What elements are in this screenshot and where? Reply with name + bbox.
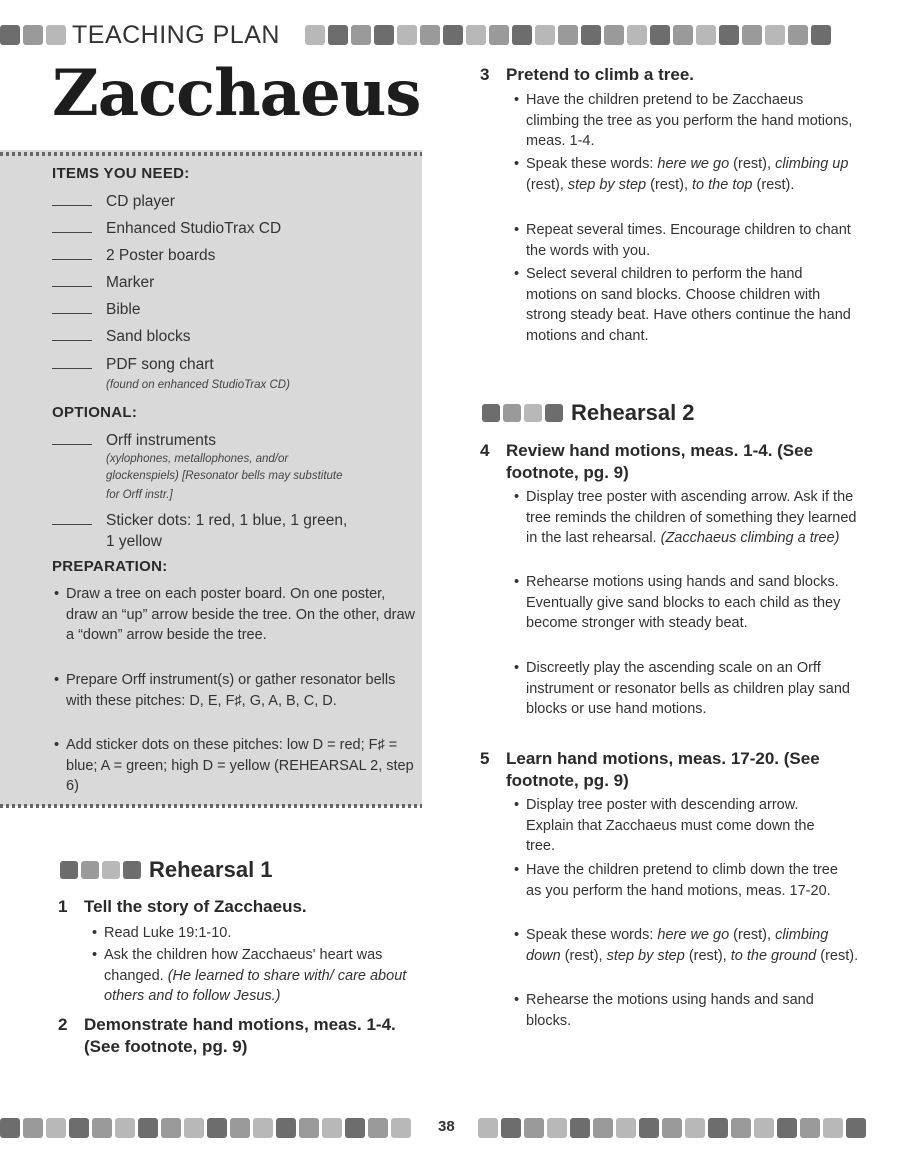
step-bullet: • Speak these words: here we go (rest), climbing up (rest), step by step (rest), to the top (rest). [512,154,856,195]
step-bullet: • Have the children pretend to climb down the tree as you perform the hand motions, meas. 17-20. [512,860,846,901]
rehearsal-title: Rehearsal 2 [571,400,695,425]
step-bullet: • Display tree poster with ascending arrow. Ask if the tree reminds the children of something they learned in the last rehearsal. (Zacchaeus climbing a tree) [512,487,862,549]
item-label: Marker [106,274,155,291]
item-row [52,218,281,239]
item-row [52,510,347,552]
box-top-border [0,152,422,156]
step-3: 3 Pretend to climb a tree. [480,65,694,84]
step-bullet: • Ask the children how Zacchaeus' heart was changed. (He learned to share with/ care about others and to follow Jesus.) [90,945,424,1007]
step-2: 2 Demonstrate hand motions, meas. 1-4. (See footnote, pg. 9) [58,1014,398,1058]
page-header [0,18,900,52]
prep-bullet: • Draw a tree on each poster board. On one poster, draw an “up” arrow beside the tree. On the other, draw a “down” arrow beside the tree. [52,584,416,646]
items-heading: ITEMS YOU NEED: [52,165,190,182]
step-bullet: • Have the children pretend to be Zacchaeus climbing the tree as you perform the hand motions, meas. 1-4. [512,90,856,152]
item-label: Sticker dots: 1 red, 1 blue, 1 green, [106,512,348,529]
item-note: (xylophones, metallophones, and/or [106,453,289,465]
step-title: Tell the story of Zacchaeus. [84,897,307,916]
step-bullet: • Speak these words: here we go (rest), climbing down (rest), step by step (rest), to the ground (rest). [512,925,862,966]
preparation-heading: PREPARATION: [52,558,168,575]
step-bullet: • Discreetly play the ascending scale on an Orff instrument or resonator bells as children play sand blocks or use hand motions. [512,658,856,720]
step-bullet: • Rehearse motions using hands and sand blocks. Eventually give sand blocks to each child as they become stronger with steady beat. [512,572,862,634]
item-row [52,430,416,505]
item-note: (found on enhanced StudioTrax CD) [106,379,290,391]
box-bottom-border [0,804,422,808]
page-title: Zacchaeus [52,56,421,131]
item-note: glockenspiels) [Resonator bells may substitute [106,470,343,482]
step-bullet: • Select several children to perform the hand motions on sand blocks. Choose children with strong steady beat. Have others continue the hand motions and chant. [512,264,856,346]
rehearsal-title: Rehearsal 1 [149,857,273,882]
item-label: Enhanced StudioTrax CD [106,220,282,237]
step-title: Demonstrate hand motions, meas. 1-4. (See footnote, pg. 9) [84,1015,396,1056]
step-title: Learn hand motions, meas. 17-20. (See footnote, pg. 9) [506,749,820,790]
step-bullet: • Read Luke 19:1-10. [90,923,424,944]
item-label: Orff instruments [106,432,216,449]
item-row [52,191,175,212]
item-label: PDF song chart [106,356,214,373]
step-bullet: • Rehearse the motions using hands and sand blocks. [512,990,846,1031]
section-label: TEACHING PLAN [72,21,280,49]
step-title: Pretend to climb a tree. [506,65,694,84]
step-1: 1 Tell the story of Zacchaeus. [58,897,307,916]
item-row [52,245,215,266]
item-label: Bible [106,301,141,318]
item-label: 2 Poster boards [106,247,216,264]
item-label: 1 yellow [106,533,162,550]
rehearsal-1-heading [60,857,273,883]
item-note: for Orff instr.] [106,489,173,501]
item-row [52,354,290,395]
step-bullet: • Display tree poster with descending arrow. Explain that Zacchaeus must come down the tree. [512,795,836,857]
item-row [52,272,154,293]
item-row [52,299,140,320]
step-title: Review hand motions, meas. 1-4. (See footnote, pg. 9) [506,441,814,482]
prep-bullet: • Add sticker dots on these pitches: low D = red; F♯ = blue; A = green; high D = yellow (REHEARSAL 2, step 6) [52,735,416,797]
rehearsal-2-heading [482,400,695,426]
prep-bullet: • Prepare Orff instrument(s) or gather resonator bells with these pitches: D, E, F♯, G, A, B, C, D. [52,670,416,711]
item-label: Sand blocks [106,328,191,345]
footer-blocks-right [478,1118,866,1138]
footer-blocks-left [0,1118,411,1138]
step-bullet: • Repeat several times. Encourage children to chant the words with you. [512,220,866,261]
optional-heading: OPTIONAL: [52,404,138,421]
item-label: CD player [106,193,175,210]
step-5: 5 Learn hand motions, meas. 17-20. (See footnote, pg. 9) [480,748,840,792]
header-blocks-right [305,25,831,45]
page-number: 38 [438,1118,455,1135]
item-row [52,326,190,347]
step-4: 4 Review hand motions, meas. 1-4. (See footnote, pg. 9) [480,440,840,484]
header-blocks-left [0,25,66,45]
